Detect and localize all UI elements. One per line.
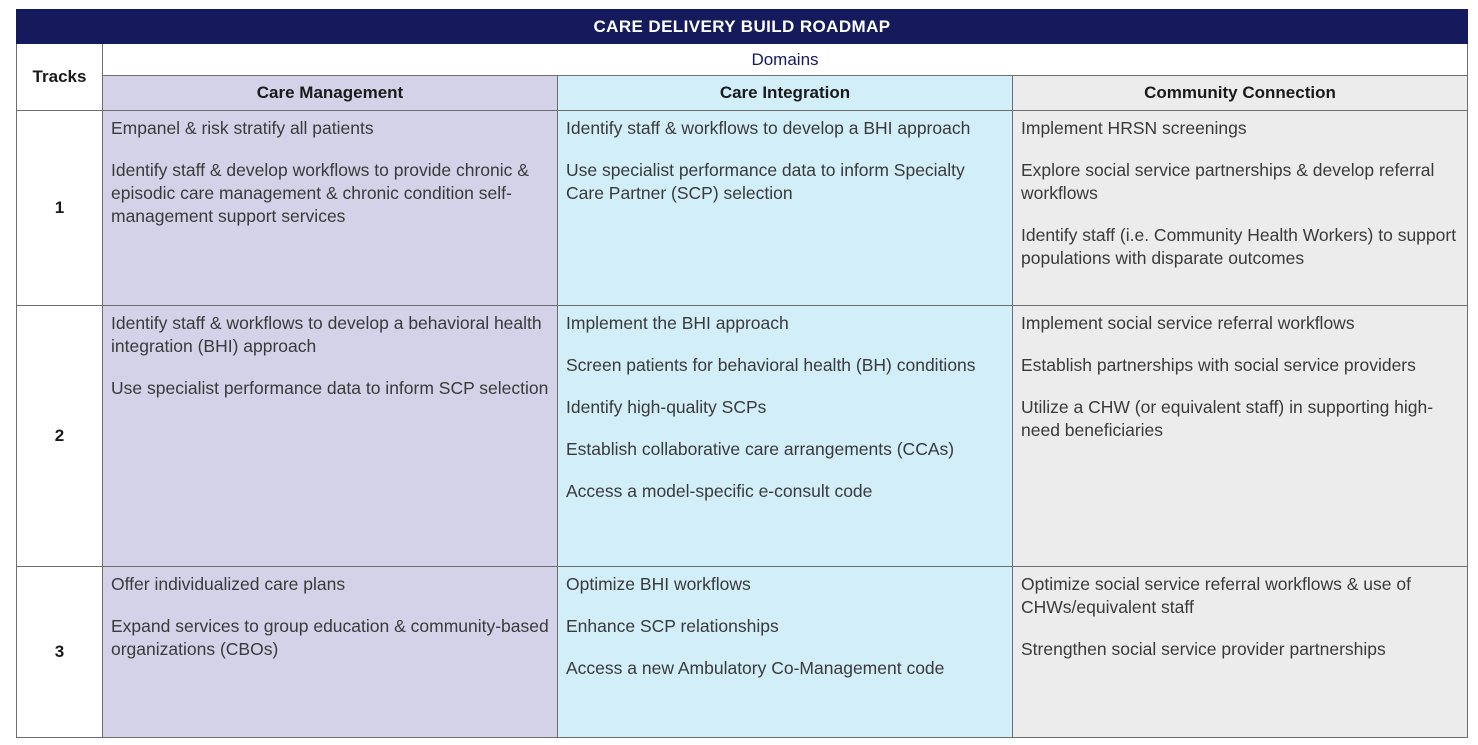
roadmap-item: Identify high-quality SCPs bbox=[566, 397, 767, 417]
roadmap-item: Optimize social service referral workflows & use of CHWs/equivalent staff bbox=[1021, 574, 1411, 617]
domain-columns-row bbox=[17, 76, 1468, 111]
roadmap-item: Screen patients for behavioral health (BH) conditions bbox=[566, 355, 976, 375]
track-number: 1 bbox=[17, 111, 103, 306]
roadmap-table bbox=[16, 9, 1468, 738]
roadmap-item: Identify staff & develop workflows to provide chronic & episodic care management & chronic condition self-management support services bbox=[111, 160, 529, 226]
domain-header-community-connection: Community Connection bbox=[1013, 76, 1468, 111]
roadmap-item: Use specialist performance data to inform Specialty Care Partner (SCP) selection bbox=[566, 160, 965, 203]
community-connection-cell bbox=[1013, 567, 1468, 738]
roadmap-item: Identify staff (i.e. Community Health Workers) to support populations with disparate outcomes bbox=[1021, 225, 1457, 268]
roadmap-item: Optimize BHI workflows bbox=[566, 574, 751, 594]
roadmap-item: Access a new Ambulatory Co-Management code bbox=[566, 658, 945, 678]
track-row-1 bbox=[17, 111, 1468, 306]
roadmap-item: Offer individualized care plans bbox=[111, 574, 346, 594]
track-row-3 bbox=[17, 567, 1468, 738]
roadmap-item: Access a model-specific e-consult code bbox=[566, 481, 873, 501]
care-integration-cell bbox=[558, 306, 1013, 567]
roadmap-title: CARE DELIVERY BUILD ROADMAP bbox=[17, 10, 1468, 44]
roadmap-item: Identify staff & workflows to develop a BHI approach bbox=[566, 118, 971, 138]
roadmap-item: Enhance SCP relationships bbox=[566, 616, 779, 636]
roadmap-item: Empanel & risk stratify all patients bbox=[111, 118, 374, 138]
roadmap-item: Establish partnerships with social service providers bbox=[1021, 355, 1416, 375]
domain-header-care-integration: Care Integration bbox=[558, 76, 1013, 111]
track-row-2 bbox=[17, 306, 1468, 567]
community-connection-cell bbox=[1013, 306, 1468, 567]
roadmap-item: Strengthen social service provider partnerships bbox=[1021, 639, 1386, 659]
care-management-cell bbox=[103, 567, 558, 738]
tracks-header: Tracks bbox=[17, 44, 103, 111]
title-row bbox=[17, 10, 1468, 44]
roadmap-item: Implement HRSN screenings bbox=[1021, 118, 1247, 138]
roadmap-item: Implement the BHI approach bbox=[566, 313, 789, 333]
domains-row bbox=[17, 44, 1468, 76]
roadmap-item: Utilize a CHW (or equivalent staff) in supporting high-need beneficiaries bbox=[1021, 397, 1434, 440]
track-number: 3 bbox=[17, 567, 103, 738]
track-number: 2 bbox=[17, 306, 103, 567]
roadmap-item: Identify staff & workflows to develop a behavioral health integration (BHI) approach bbox=[111, 313, 542, 356]
roadmap-item: Expand services to group education & community-based organizations (CBOs) bbox=[111, 616, 549, 659]
care-management-cell bbox=[103, 111, 558, 306]
domain-header-care-management: Care Management bbox=[103, 76, 558, 111]
community-connection-cell bbox=[1013, 111, 1468, 306]
domains-header: Domains bbox=[103, 44, 1468, 76]
roadmap-item: Establish collaborative care arrangements (CCAs) bbox=[566, 439, 955, 459]
care-management-cell bbox=[103, 306, 558, 567]
care-integration-cell bbox=[558, 567, 1013, 738]
roadmap-item: Use specialist performance data to inform SCP selection bbox=[111, 378, 549, 398]
roadmap-item: Implement social service referral workflows bbox=[1021, 313, 1355, 333]
roadmap-item: Explore social service partnerships & develop referral workflows bbox=[1021, 160, 1435, 203]
care-integration-cell bbox=[558, 111, 1013, 306]
